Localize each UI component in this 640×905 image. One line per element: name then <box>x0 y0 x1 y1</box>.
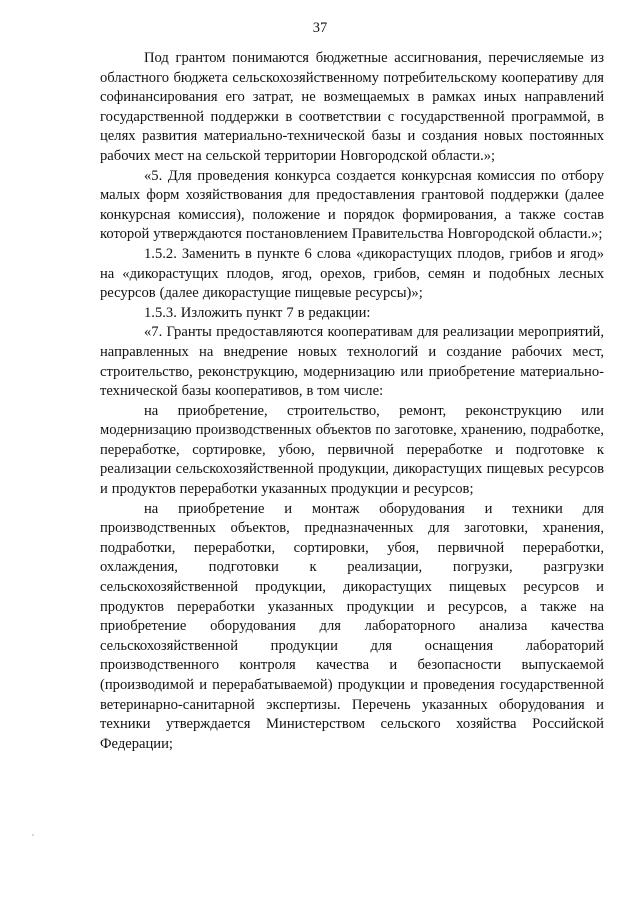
paragraph-1-5-2: 1.5.2. Заменить в пункте 6 слова «дикорастущих плодов, грибов и ягод» на «дикорастущих плодов, ягод, орехов, грибов, семян и подобных лесных ресурсов (далее дикорастущие пищевые ресурсы)»; <box>100 245 604 302</box>
paragraph-item-7: «7. Гранты предоставляются кооперативам для реализации мероприятий, направленных на внедрение новых технологий и создание рабочих мест, строительство, реконструкцию, модернизацию или приобретение материально-технической базы кооперативов, в том числе: <box>100 324 604 400</box>
paragraph-competition-commission: «5. Для проведения конкурса создается конкурсная комиссия по отбору малых форм хозяйствования для предоставления грантовой поддержки (далее конкурсная комиссия), положение и порядок формирования, а также состав которой утверждаются постановлением Правительства Новгородской области.»; <box>100 167 604 243</box>
scan-speck <box>32 834 34 836</box>
paragraph-grant-definition: Под грантом понимаются бюджетные ассигнования, перечисляемые из областного бюджета сельскохозяйственному потребительскому кооперативу для софинансирования его затрат, не возмещаемых в рамках иных направлений государственной поддержки в соответствии с государственной программой, в целях развития материально-технической базы и создания новых постоянных рабочих мест на сельской территории Новгородской области.»; <box>100 50 604 164</box>
paragraph-equipment-acquisition: на приобретение и монтаж оборудования и техники для производственных объектов, предназначенных для заготовки, хранения, подработки, переработки, сортировки, убоя, первичной переработки, охлаждения, подготовки к реализации, погрузки, разгрузки сельскохозяйственной продукции, дикорастущих пищевых ресурсов и продуктов переработки указанных продукции и ресурсов, а также на приобретение оборудования для лабораторного анализа качества сельскохозяйственной продукции для оснащения лабораторий производственного контроля качества и безопасности выпускаемой (производимой и перерабатываемой) продукции и проведения государственной ветеринарно-санитарной экспертизы. Перечень указанных оборудования и техники утверждается Министерством сельского хозяйства Российской Федерации; <box>100 500 604 752</box>
paragraph-acquisition-construction: на приобретение, строительство, ремонт, реконструкцию или модернизацию производственных объектов по заготовке, хранению, подработке, переработке, сортировке, убою, первичной переработке и подготовке к реализации сельскохозяйственной продукции, дикорастущих пищевых ресурсов и продуктов переработки указанных продукции и ресурсов; <box>100 402 604 498</box>
paragraph-1-5-3: 1.5.3. Изложить пункт 7 в редакции: <box>144 304 371 321</box>
page-number: 37 <box>312 20 328 36</box>
document-body <box>100 49 604 754</box>
